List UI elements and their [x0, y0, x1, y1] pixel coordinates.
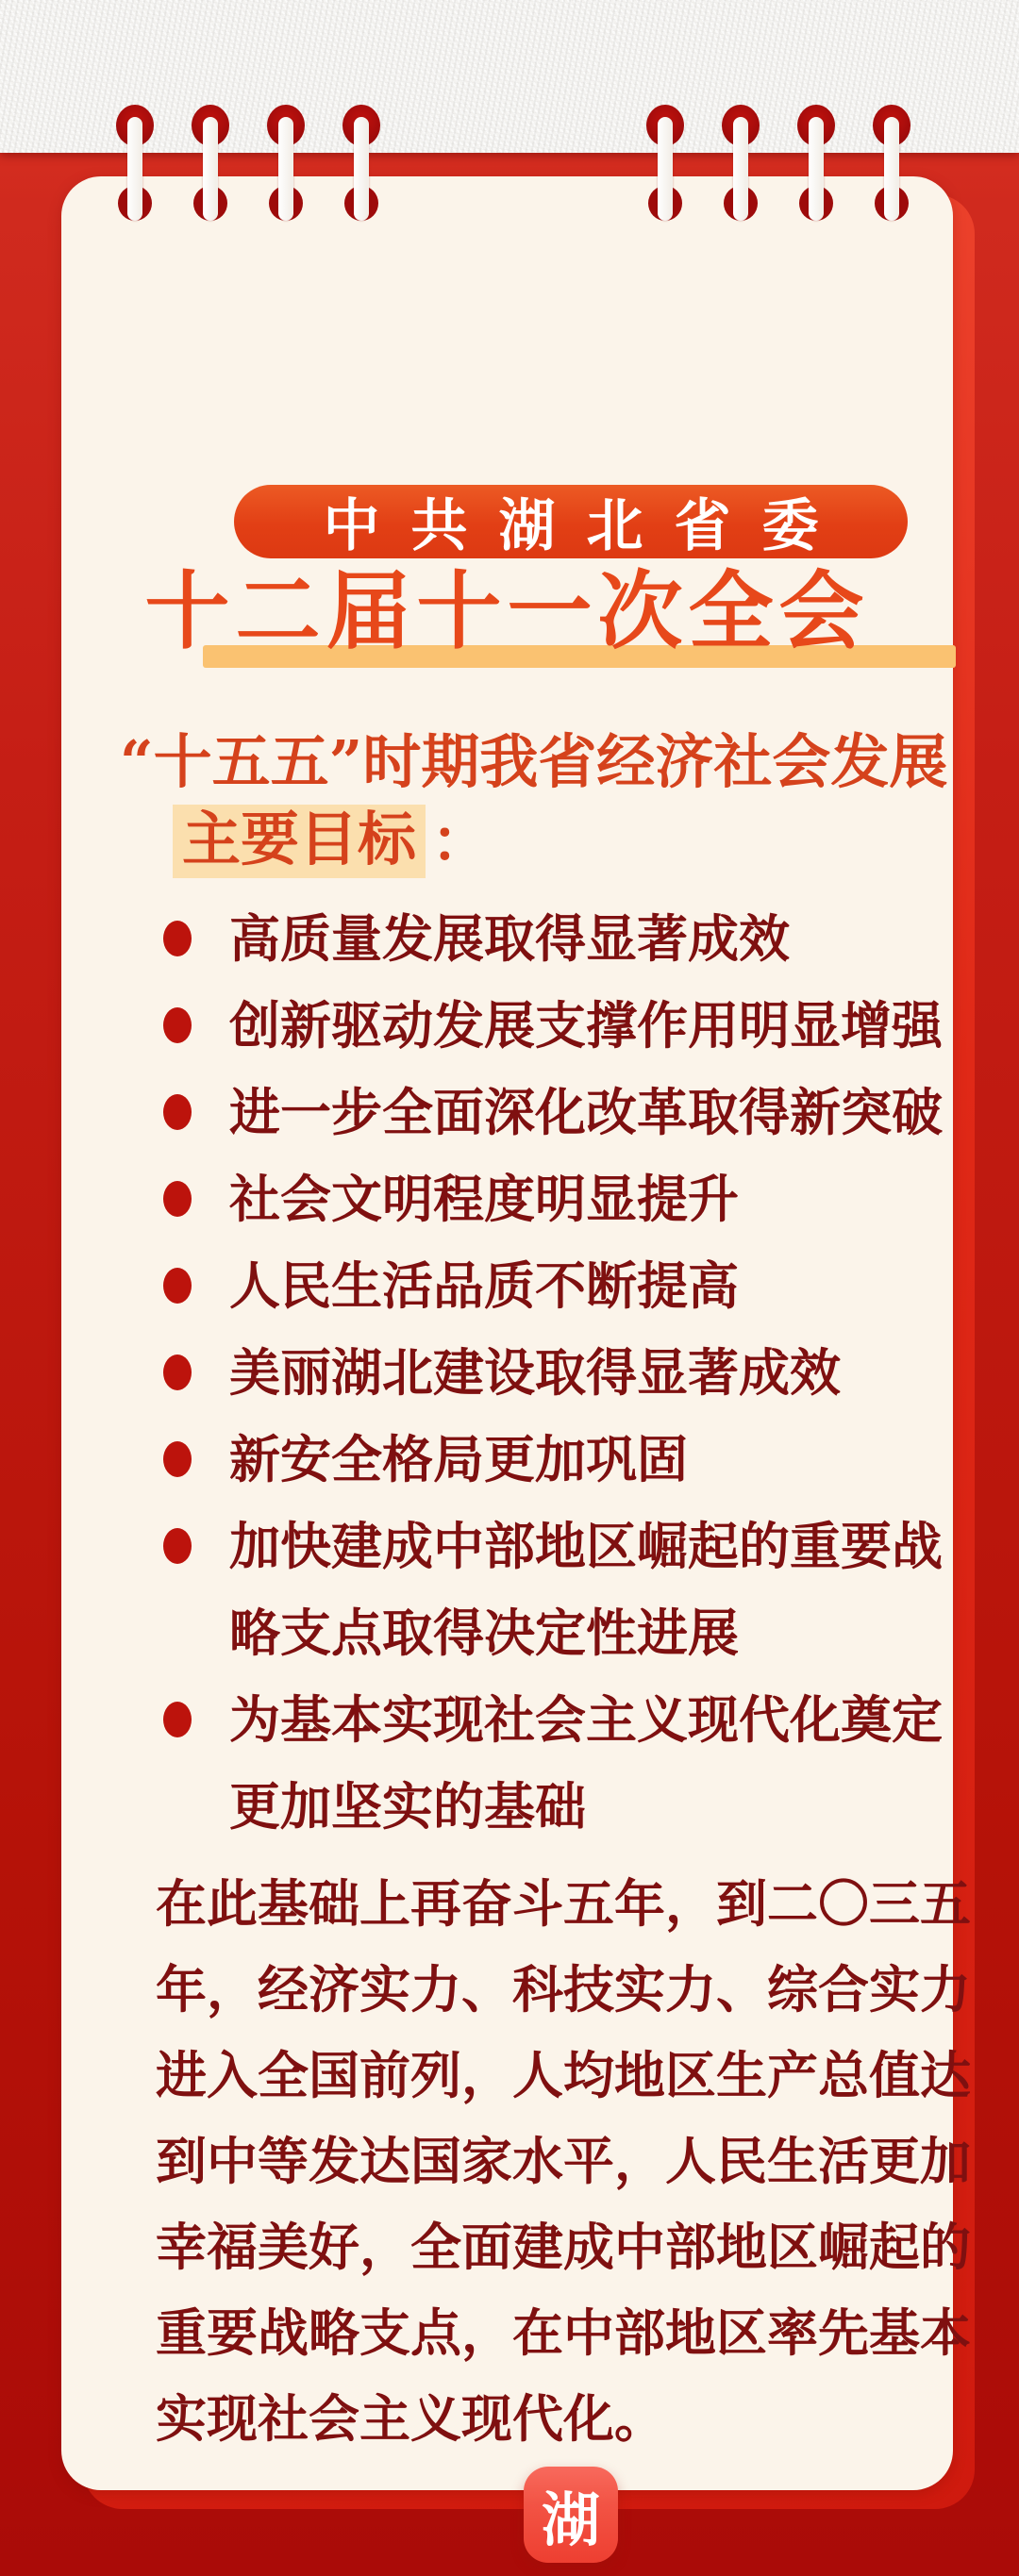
ring-strap-icon [733, 117, 748, 221]
summary-paragraph [156, 1861, 1005, 2462]
binder-ring-icon [795, 105, 837, 227]
bullet-dot-icon [163, 1268, 192, 1304]
org-badge-label: 中共湖北省委 [323, 493, 850, 559]
binder-ring-icon [114, 105, 156, 227]
goals-list [156, 895, 995, 1850]
binder-ring-icon [871, 105, 912, 227]
section-heading-line1: “十五五”时期我省经济社会发展 [120, 727, 948, 796]
goal-item [156, 895, 995, 982]
bullet-dot-icon [163, 1094, 192, 1130]
binder-ring-icon [190, 105, 231, 227]
summary-line: 重要战略支点，在中部地区率先基本 [156, 2302, 971, 2363]
heading-colon: ： [431, 806, 491, 875]
summary-line: 进入全国前列，人均地区生产总值达 [156, 2045, 971, 2105]
ring-strap-icon [658, 117, 673, 221]
goal-item-text: 社会文明程度明显提升 [229, 1169, 739, 1229]
ring-strap-icon [278, 117, 293, 221]
goal-item [156, 1503, 995, 1676]
binder-ring-icon [341, 105, 382, 227]
org-badge [234, 485, 908, 558]
bullet-dot-icon [163, 1702, 192, 1737]
goal-item-text: 新安全格局更加巩固 [229, 1429, 688, 1489]
bullet-dot-icon [163, 1181, 192, 1217]
goal-item-text: 高质量发展取得显著成效 [229, 908, 790, 969]
goal-item-text: 加快建成中部地区崛起的重要战 略支点取得决定性进展 [229, 1516, 943, 1663]
ring-strap-icon [127, 117, 142, 221]
bullet-dot-icon [163, 921, 192, 956]
goal-item [156, 982, 995, 1069]
bullet-dot-icon [163, 1441, 192, 1477]
goal-item [156, 1676, 995, 1850]
notepad-card [61, 176, 971, 2554]
ring-strap-icon [884, 117, 899, 221]
hubei-app-logo-glyph: 湖 [541, 2485, 600, 2554]
goal-item-text: 人民生活品质不断提高 [229, 1255, 739, 1316]
goal-item [156, 1416, 995, 1503]
goal-item-text: 创新驱动发展支撑作用明显增强 [229, 995, 943, 1055]
goal-item [156, 1329, 995, 1416]
goal-item [156, 1069, 995, 1155]
ring-strap-icon [354, 117, 369, 221]
binder-ring-icon [265, 105, 307, 227]
summary-line: 年，经济实力、科技实力、综合实力 [156, 1959, 971, 2019]
goal-item-text: 为基本实现社会主义现代化奠定 更加坚实的基础 [229, 1689, 943, 1836]
binder-ring-icon [644, 105, 686, 227]
ring-strap-icon [203, 117, 218, 221]
goal-item-text: 进一步全面深化改革取得新突破 [229, 1082, 943, 1142]
summary-line: 在此基础上再奋斗五年，到二〇三五 [156, 1873, 971, 1934]
heading-highlight: 主要目标 [173, 805, 426, 878]
summary-line: 到中等发达国家水平，人民生活更加 [156, 2131, 971, 2191]
ring-strap-icon [809, 117, 824, 221]
bullet-dot-icon [163, 1007, 192, 1043]
bullet-dot-icon [163, 1528, 192, 1564]
summary-line: 幸福美好，全面建成中部地区崛起的 [156, 2217, 971, 2277]
hubei-app-logo [524, 2467, 618, 2563]
section-heading-line2 [173, 805, 490, 878]
binder-ring-icon [720, 105, 761, 227]
goal-item-text: 美丽湖北建设取得显著成效 [229, 1342, 841, 1403]
summary-line: 实现社会主义现代化。 [156, 2388, 665, 2449]
goal-item [156, 1155, 995, 1242]
page-title: 十二届十一次全会 [144, 562, 870, 661]
goal-item [156, 1242, 995, 1329]
bullet-dot-icon [163, 1354, 192, 1390]
